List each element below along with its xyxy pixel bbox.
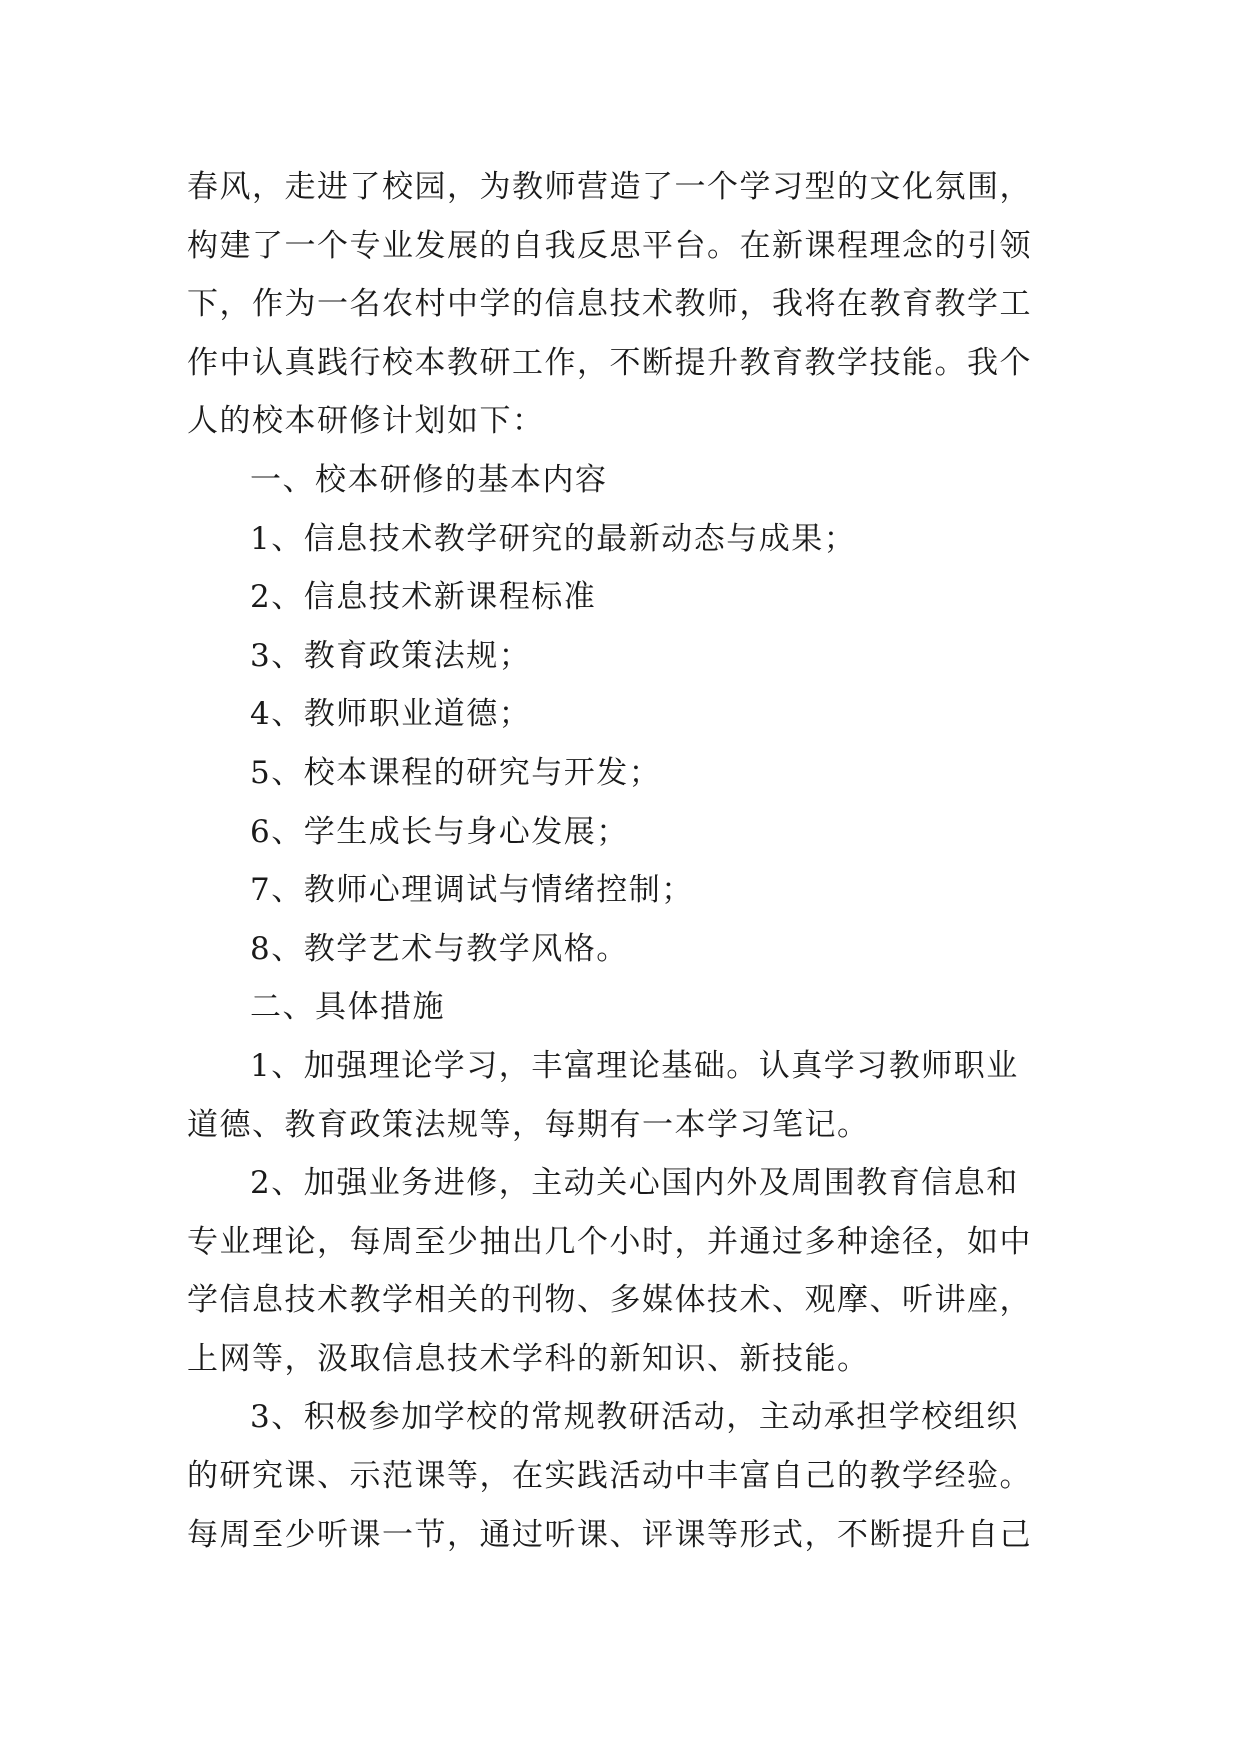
text-line: 每周至少听课一节，通过听课、评课等形式，不断提升自己 [187, 1516, 1032, 1553]
text-line: 专业理论，每周至少抽出几个小时，并通过多种途径，如中 [187, 1223, 1032, 1260]
list-item: 5、校本课程的研究与开发； [250, 754, 662, 791]
list-item: 2、信息技术新课程标准 [250, 579, 597, 616]
text-line: 的研究课、示范课等，在实践活动中丰富自己的教学经验。 [187, 1458, 1032, 1495]
text-line: 春风，走进了校园，为教师营造了一个学习型的文化氛围， [187, 169, 1032, 205]
section-heading: 一、校本研修的基本内容 [250, 461, 608, 498]
section-heading: 二、具体措施 [250, 989, 445, 1026]
text-line: 人的校本研修计划如下： [187, 403, 545, 440]
text-line: 上网等，汲取信息技术学科的新知识、新技能。 [187, 1340, 870, 1377]
list-item: 4、教师职业道德； [250, 696, 532, 733]
list-item: 8、教学艺术与教学风格。 [250, 930, 629, 967]
text-line: 学信息技术教学相关的刊物、多媒体技术、观摩、听讲座， [187, 1282, 1032, 1319]
list-item: 7、教师心理调试与情绪控制； [250, 872, 694, 909]
text-line: 2、加强业务进修，主动关心国内外及周围教育信息和 [250, 1165, 1019, 1202]
text-line: 1、加强理论学习，丰富理论基础。认真学习教师职业 [250, 1047, 1019, 1084]
text-line: 下，作为一名农村中学的信息技术教师，我将在教育教学工 [187, 286, 1032, 323]
text-line: 作中认真践行校本教研工作，不断提升教育教学技能。我个 [187, 344, 1032, 381]
text-line: 道德、教育政策法规等，每期有一本学习笔记。 [187, 1106, 870, 1143]
list-item: 3、教育政策法规； [250, 637, 532, 674]
list-item: 6、学生成长与身心发展； [250, 813, 629, 850]
list-item: 1、信息技术教学研究的最新动态与成果； [250, 520, 857, 557]
text-line: 3、积极参加学校的常规教研活动，主动承担学校组织 [250, 1399, 1019, 1436]
text-line: 构建了一个专业发展的自我反思平台。在新课程理念的引领 [187, 227, 1032, 264]
document-body [187, 158, 1067, 1564]
